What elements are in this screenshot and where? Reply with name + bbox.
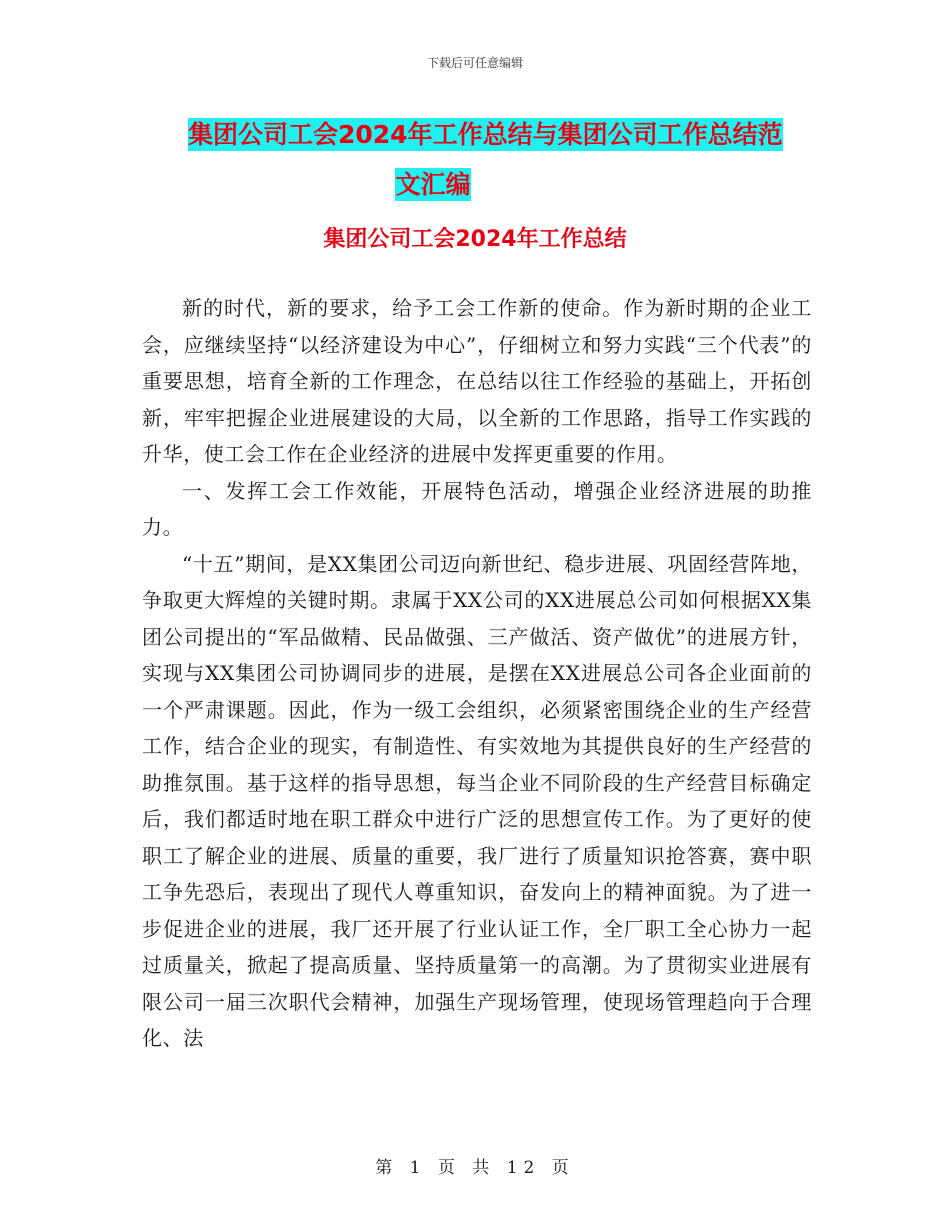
main-title-line-2: 文汇编 [395,170,471,199]
main-title-line-1: 集团公司工会2024年工作总结与集团公司工作总结范 [188,120,783,149]
section-title: 集团公司工会2024年工作总结 [323,227,627,252]
paragraph-section-heading: 一、发挥工会工作效能，开展特色活动，增强企业经济进展的助推力。 [142,478,812,539]
header-note: 下载后可任意编辑 [426,56,523,70]
page-footer: 第 1 页 共 12 页 [375,1158,575,1178]
document-main-title [188,110,818,210]
document-body [142,290,812,1057]
paragraph-intro: 新的时代，新的要求，给予工会工作新的使命。作为新时期的企业工会，应继续坚持“以经济建设为中心”，仔细树立和努力实践“三个代表”的重要思想，培育全新的工作理念，在总结以往工作经验的基础上，开拓创新，牢牢把握企业进展建设的大局，以全新的工作思路，指导工作实践的升华，使工会工作在企业经济的进展中发挥更重要的作用。 [142,296,812,466]
paragraph-main: “十五”期间，是XX集团公司迈向新世纪、稳步进展、巩固经营阵地，争取更大辉煌的关键时期。隶属于XX公司的XX进展总公司如何根据XX集团公司提出的“军品做精、民品做强、三产做活、资产做优”的进展方针，实现与XX集团公司协调同步的进展，是摆在XX进展总公司各企业面前的一个严肃课题。因此，作为一级工会组织，必须紧密围绕企业的生产经营工作，结合企业的现实，有制造性、有实效地为其提供良好的生产经营的助推氛围。基于这样的指导思想，每当企业不同阶段的生产经营目标确定后，我们都适时地在职工群众中进行广泛的思想宣传工作。为了更好的使职工了解企业的进展、质量的重要，我厂进行了质量知识抢答赛，赛中职工争先恐后，表现出了现代人尊重知识，奋发向上的精神面貌。为了进一步促进企业的进展，我厂还开展了行业认证工作，全厂职工全心协力一起过质量关，掀起了提高质量、坚持质量第一的高潮。为了贯彻实业进展有限公司一届三次职代会精神，加强生产现场管理，使现场管理趋向于合理化、法 [142,551,812,1050]
